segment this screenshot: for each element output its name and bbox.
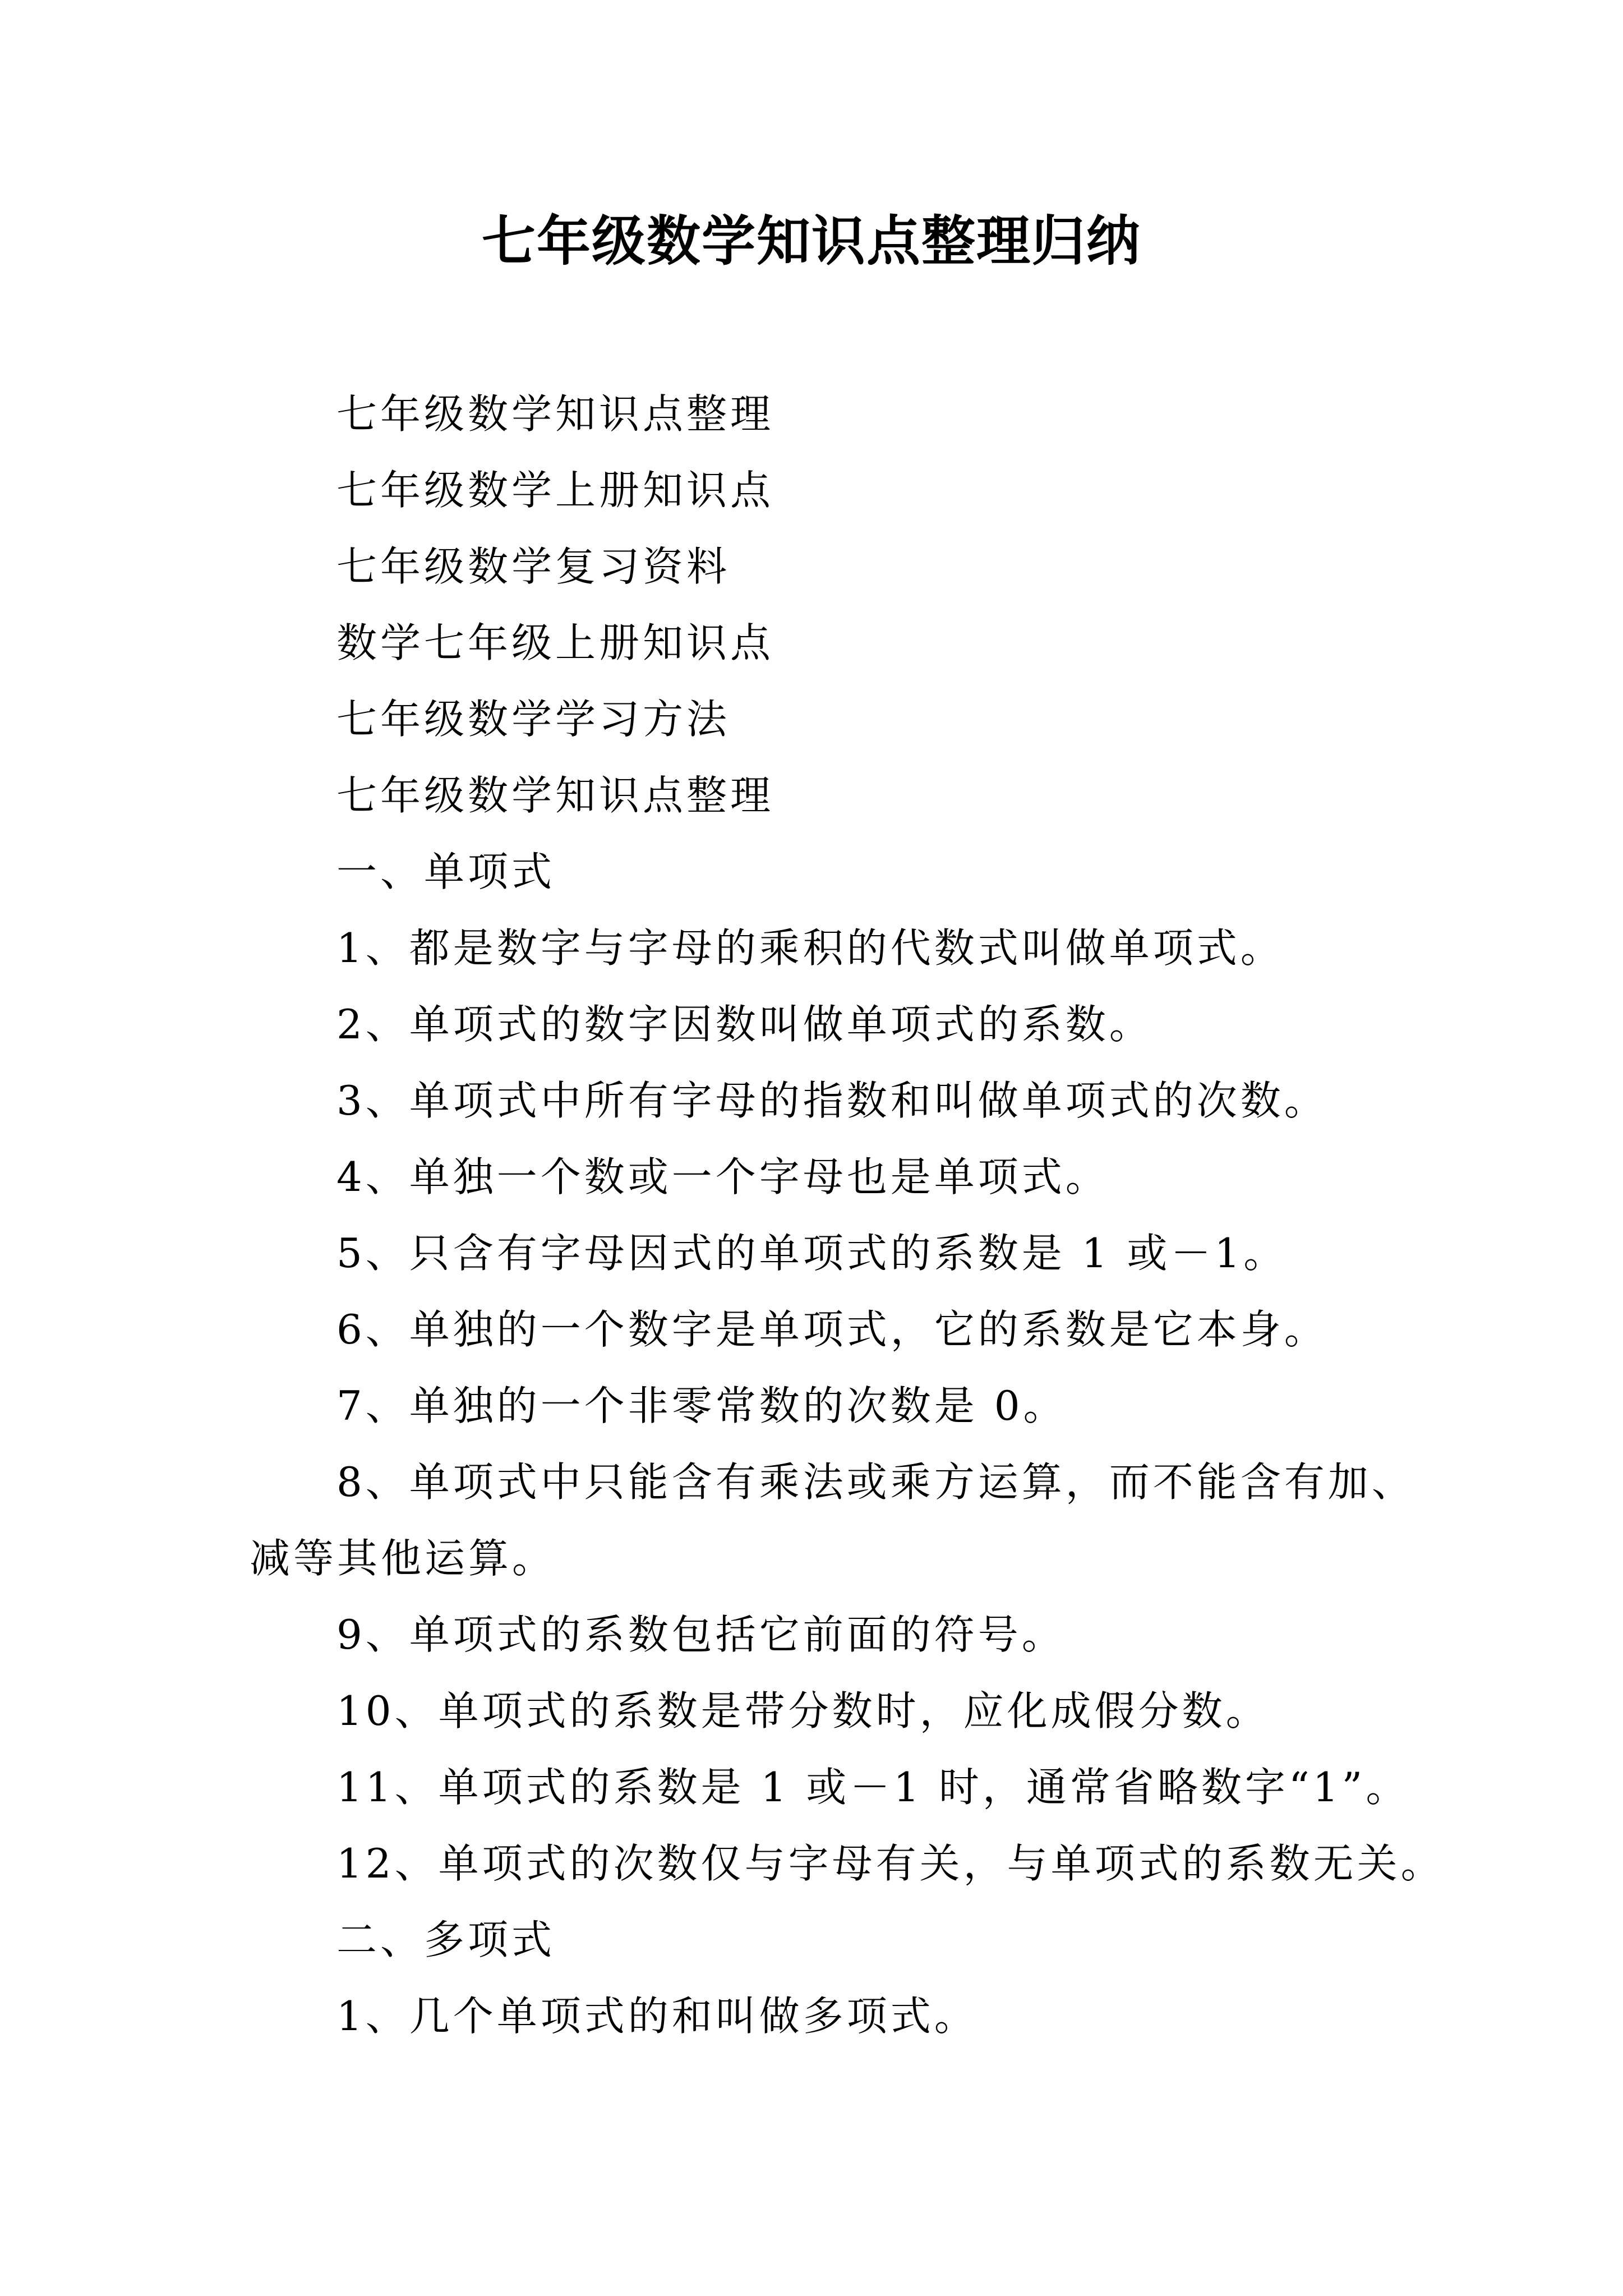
related-link[interactable]: 七年级数学知识点整理	[336, 772, 774, 819]
section-heading-polynomial: 二、多项式	[336, 1916, 556, 1963]
list-item-8-line2: 减等其他运算。	[250, 1535, 556, 1582]
list-item-8-line1: 8、单项式中只能含有乘法或乘方运算，而不能含有加、	[336, 1458, 1415, 1506]
related-link[interactable]: 七年级数学复习资料	[336, 543, 731, 590]
list-item: 10、单项式的系数是带分数时，应化成假分数。	[336, 1687, 1270, 1734]
section-heading-monomial: 一、单项式	[336, 848, 556, 895]
list-item: 7、单独的一个非零常数的次数是 0。	[336, 1382, 1067, 1429]
related-link[interactable]: 七年级数学上册知识点	[336, 467, 774, 514]
list-item: 5、只含有字母因式的单项式的系数是 1 或－1。	[336, 1230, 1288, 1277]
list-item: 1、都是数字与字母的乘积的代数式叫做单项式。	[336, 924, 1284, 972]
list-item: 2、单项式的数字因数叫做单项式的系数。	[336, 1001, 1153, 1048]
list-item: 1、几个单项式的和叫做多项式。	[336, 1993, 978, 2040]
related-link[interactable]: 七年级数学学习方法	[336, 696, 731, 743]
list-item: 11、单项式的系数是 1 或－1 时，通常省略数字“1”。	[336, 1764, 1410, 1811]
list-item: 3、单项式中所有字母的指数和叫做单项式的次数。	[336, 1077, 1328, 1124]
document-body	[250, 376, 1445, 2054]
list-item: 9、单项式的系数包括它前面的符号。	[336, 1611, 1066, 1658]
list-item: 6、单独的一个数字是单项式，它的系数是它本身。	[336, 1306, 1328, 1353]
list-item: 4、单独一个数或一个字母也是单项式。	[336, 1153, 1109, 1200]
page-title: 七年级数学知识点整理归纳	[482, 209, 1141, 273]
related-link[interactable]: 数学七年级上册知识点	[336, 619, 774, 666]
related-link[interactable]: 七年级数学知识点整理	[336, 390, 774, 438]
list-item: 12、单项式的次数仅与字母有关，与单项式的系数无关。	[336, 1840, 1445, 1887]
